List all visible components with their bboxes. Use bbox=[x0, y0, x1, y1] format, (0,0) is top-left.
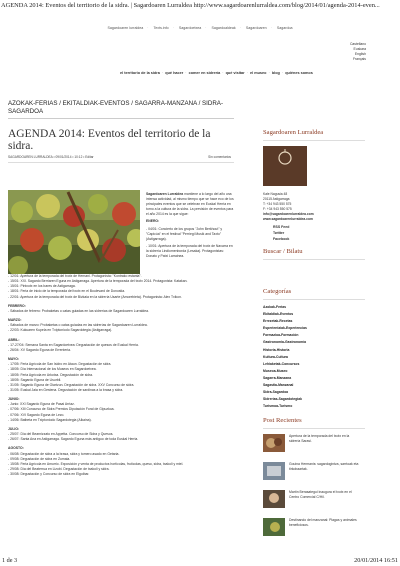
event-item: - 10/01: Apertura de la temporada del txotx de Navarra en la sidrería Lindiomenborda (Lesaka). Protagonistas: Donato y Patxi Larrainea. bbox=[146, 243, 233, 259]
recent-list bbox=[263, 434, 365, 543]
event-item: - 12/01: Apertura de la temporada del txotx de Hernani. Protagonista: "Kontrako estanta". bbox=[8, 274, 142, 278]
lang-euskara[interactable]: Euskara bbox=[353, 47, 366, 51]
twitter-link[interactable]: Twitter bbox=[273, 231, 285, 236]
apples-photo bbox=[8, 190, 140, 274]
page-title: AGENDA 2014: Eventos del territorio de la sidra. bbox=[8, 128, 211, 152]
recent-post-title: Gouina Hermanis: sagardogintza, sarrtoak eta tirkobaartak. bbox=[289, 462, 359, 471]
divider bbox=[263, 428, 365, 429]
category-list bbox=[263, 304, 365, 410]
post-meta bbox=[8, 155, 234, 159]
email-link[interactable]: info@sagardoarenlurraldea.com bbox=[263, 211, 314, 216]
phone: T: +34 943 550 575 bbox=[263, 201, 292, 206]
event-item: - 14/06: Batbeta en Txiptoniodo Sagardotegia (Alkaina). bbox=[8, 417, 92, 422]
month-heading: MAYO: bbox=[8, 357, 19, 362]
topnav-link[interactable]: Sagardoaren lurraldea bbox=[107, 26, 144, 30]
category-link[interactable]: Kultura-Cultura bbox=[263, 354, 288, 359]
event-item: - 18/05: Feria Agrícola en Arkotxa. Degustación de sidra. bbox=[8, 372, 94, 377]
category-link[interactable]: Formazioa-Formación bbox=[263, 333, 299, 338]
event-item: - 17/05: Feria Agrícola de San Isidro en Ataun. Degustación de sidra. bbox=[8, 362, 112, 367]
sidebar-search bbox=[263, 248, 365, 260]
category-link[interactable]: Sidra-Sagardoa bbox=[263, 390, 289, 395]
category-link[interactable]: Turismoa-Turismo bbox=[263, 404, 293, 409]
recent-post-title: Apertura de la temporada del txotx en la sidrería Sarasi. bbox=[289, 434, 350, 443]
nav-visitar[interactable]: qué visitar bbox=[225, 71, 245, 75]
event-item: - 25/07: Día del Bearnizzato en Appetta. Concurso de Sidra y Quesos. bbox=[8, 432, 114, 437]
event-item: - 15/08: Feria Agrícola en Amurrio. Exposición y venta de productos hortícolas, frutícolas, queso, sidra, txakoli y miel. bbox=[8, 461, 184, 466]
sidebar-brand bbox=[263, 129, 365, 242]
category-link[interactable]: Gastronomia-Gastronomía bbox=[263, 340, 306, 345]
recent-post-title: Destinando del manzanal: Plagas y animales beneficiosos. bbox=[289, 518, 357, 527]
print-header: AGENDA 2014: Eventos del territorio de la sidra. | Sagardoaren Lurraldea http://www.sagardoarenlurraldea.com/blog/2014/01/agenda-2014-even... bbox=[1, 2, 380, 9]
post-byline: SAGARDOAREN LURRALDEA • 09/01/2014 • 10:12 • Editar bbox=[8, 155, 94, 160]
divider bbox=[263, 259, 365, 260]
recent-post[interactable] bbox=[263, 490, 365, 515]
nav-que-hacer[interactable]: qué hacer bbox=[165, 71, 184, 75]
event-item: - 18/05: Día Internacional de los Museos en Sagardoetxea. bbox=[8, 367, 97, 372]
event-item: - 26/07: Santa Ana en Astigarraga. Sagardo Eguna más antiguo de toda Euskal Herria. bbox=[8, 437, 139, 442]
month-heading: JUNIO: bbox=[8, 397, 20, 402]
nav-comer[interactable]: comer en sidrería bbox=[188, 71, 221, 75]
language-selector bbox=[350, 42, 366, 62]
nav-territorio[interactable]: el territorio de la sidra bbox=[120, 71, 160, 75]
categories-title: Categorías bbox=[263, 288, 292, 295]
month-heading: ENERO: bbox=[146, 219, 160, 224]
event-item: - 07/06: XIII Concurso de Sidra Premios Diputación Foral de Gipuzkoa. bbox=[8, 407, 115, 412]
month-heading: ABRIL: bbox=[8, 337, 20, 342]
category-link[interactable]: Errezetak-Recetas bbox=[263, 319, 293, 324]
category-link[interactable]: Museoa-Museo bbox=[263, 368, 288, 373]
sidebar-recent-posts bbox=[263, 417, 365, 546]
lang-francais[interactable]: Français bbox=[352, 57, 366, 61]
event-item: - 15/01: XXI. Sagardo Berriaren Eguna en Astigarraga. Apertura de la temporada del txotx 2014. Protagonista: Katakan. bbox=[8, 279, 188, 284]
website-link[interactable]: www.sagardoarenlurraldea.com bbox=[263, 216, 313, 221]
divider bbox=[263, 140, 365, 141]
month-heading: FEBRERO: bbox=[8, 303, 26, 308]
social-links bbox=[263, 225, 365, 242]
category-link[interactable]: Esperientziak-Experiencias bbox=[263, 326, 307, 331]
event-item: - 07/06: XVI Sagardo Eguna de Lezo. bbox=[8, 412, 65, 417]
recent-thumbnail bbox=[263, 434, 285, 452]
topnav-link[interactable]: Sagardoetxea bbox=[178, 26, 202, 30]
recent-post[interactable] bbox=[263, 462, 365, 487]
recent-thumbnail bbox=[263, 518, 285, 536]
print-datetime: 20/01/2014 16:51 bbox=[354, 557, 398, 564]
top-navigation: Sagardoaren lurraldea · Texts.info · Sagardoetxea · Sagardoaldeak · Sagardoaren · Sagardoa bbox=[107, 26, 293, 30]
intro-text: mantiene a lo largo del año una intensa actividad, al mismo tiempo que se hace eco de los principales eventos que se celebran en Euskal Herria en torno a la cultura de la sidra. La previsión de eventos para el año 2014 es la que sigue: bbox=[146, 192, 234, 217]
topnav-link[interactable]: Texts.info bbox=[153, 26, 169, 30]
lang-english[interactable]: English bbox=[354, 52, 366, 56]
topnav-link[interactable]: Sagardoaldeak bbox=[211, 26, 236, 30]
category-link[interactable]: Sagastia-Manzanal bbox=[263, 383, 294, 388]
topnav-link[interactable]: Sagardoa bbox=[276, 26, 293, 30]
event-item: - 17-27/04: Semana Santa en Sagardoetxea: Degustación de quesos de Euskal Herria. bbox=[8, 342, 139, 347]
page-count: 1 de 3 bbox=[2, 557, 18, 564]
rss-link[interactable]: RSS Feed bbox=[273, 225, 290, 230]
contact-info bbox=[263, 192, 365, 221]
address-street: Kale Nagusia 48 bbox=[263, 192, 288, 196]
address-city: 20115 Astigarraga bbox=[263, 196, 290, 201]
event-item: - 09/08: Degustación de sidra en Zumaia. bbox=[8, 456, 71, 461]
breadcrumb[interactable]: AZOKAK-FERIAS / EKITALDIAK-EVENTOS / SAGARRA-MANZANA / SIDRA-SAGARDOA bbox=[8, 100, 223, 115]
event-item: - 18/01: Feria de inicio de la temporada del txotx en el Boulevard de Donostia. bbox=[8, 289, 126, 294]
events-list bbox=[8, 274, 240, 477]
event-item: - 31/05: Euskal Jaia en Gestena. Degustación de sardinas a la brasa y sidra. bbox=[8, 387, 124, 392]
divider bbox=[263, 299, 365, 300]
nav-quienes[interactable]: quiénes somos bbox=[285, 71, 313, 75]
web-page bbox=[0, 12, 400, 556]
intro-brand: Sagardoaren Lurraldea bbox=[146, 192, 184, 196]
recent-thumbnail bbox=[263, 462, 285, 480]
recent-post-title: Martín Berasategui inaugura el txotx en el Centro Comercial C/Hil. bbox=[289, 490, 352, 499]
event-item: - Sábados de febrero: Probaketas o catas guiadas en las sidrerías de Sagardoaren Lurraldea. bbox=[8, 308, 149, 313]
recent-post[interactable] bbox=[263, 518, 365, 543]
event-item: - 26/04: XV Sagardo Eguna de Errenteria. bbox=[8, 347, 71, 352]
comments-link[interactable]: Sin comentarios bbox=[208, 155, 231, 160]
event-item: - 31/05: Sagardo Eguna de Oiartzun. Degustación de sidra. XXV Concurso de sidra. bbox=[8, 382, 135, 387]
event-item: - 15/01: Pintxotx en los bares de Astigarraga. bbox=[8, 284, 76, 289]
recent-title: Post Recientes bbox=[263, 417, 302, 424]
category-link[interactable]: Ekitaldiak-Eventos bbox=[263, 312, 294, 317]
main-navigation: el territorio de la sidra · qué hacer · comer en sidrería · qué visitar · el museo · blog · quiénes somos bbox=[120, 71, 313, 75]
month-heading: MARZO: bbox=[8, 318, 22, 323]
event-item: - 22/03: Kukuaren Kupela en Txiptoniodo Sagardotegia (Astigarraga). bbox=[8, 328, 113, 333]
category-link[interactable]: Sidrerías-Sagardotegiak bbox=[263, 397, 303, 402]
category-link[interactable]: Historia-Historia bbox=[263, 347, 290, 352]
sagardoaren-logo bbox=[263, 146, 307, 186]
fax: F: +34 943 550 575 bbox=[263, 206, 292, 211]
event-item: - 22/01: Apertura de la temporada del txotx de Bizkaia en la sidrería Usarte (Amorebieta). Protagonista: Alex Txikon. bbox=[8, 294, 182, 299]
search-title: Buscar / Bilatu bbox=[263, 248, 303, 255]
event-item: - 04/01: Concierto de los grupos "John Berkhout" y "Capicúa" en el festival "Perriegi Musik and Taxto" (Astigarraga). bbox=[146, 226, 223, 241]
nav-blog[interactable]: blog bbox=[271, 71, 280, 75]
category-link[interactable]: Sagarra-Manzana bbox=[263, 375, 292, 380]
category-link[interactable]: Lehiaketak-Concursos bbox=[263, 361, 300, 366]
month-heading: AGOSTO: bbox=[8, 446, 24, 451]
recent-thumbnail bbox=[263, 490, 285, 508]
sidebar-categories bbox=[263, 288, 365, 410]
event-item: - 06/08: Degustación de sidra a la brasa, sidra y tomero asado en Getaria. bbox=[8, 451, 120, 456]
topnav-link[interactable]: Sagardoaren bbox=[245, 26, 267, 30]
post-header bbox=[8, 100, 234, 163]
print-footer bbox=[0, 556, 400, 566]
sidebar-title: Sagardoaren Lurraldea bbox=[263, 129, 324, 136]
lang-castellano[interactable]: Castellano bbox=[349, 42, 366, 46]
divider bbox=[8, 118, 234, 119]
facebook-link[interactable]: Facebook bbox=[273, 236, 290, 241]
recent-post[interactable] bbox=[263, 434, 365, 459]
nav-museo[interactable]: el museo bbox=[249, 71, 267, 75]
category-link[interactable]: Azokak-Ferias bbox=[263, 305, 286, 309]
event-item: - Junio: XXI Sagardo Eguna de Pasai Arriaz. bbox=[8, 402, 75, 407]
event-item: - 18/05: Sagardo Eguna de Usurbil. bbox=[8, 377, 62, 382]
post-intro bbox=[146, 192, 234, 261]
month-heading: JULIO: bbox=[8, 426, 20, 431]
event-item: - 29/08: Día del Beaterrua en Lizobi. Degustación de txakoli y sidra. bbox=[8, 467, 110, 471]
event-item: - 30/08: Degustación y Concurso de sidra en Elgoibar. bbox=[8, 472, 90, 477]
divider bbox=[8, 162, 234, 163]
event-item: - Sábados de marzo: Probaketas o catas guiadas en las sidrerías de Sagardoaren Lurraldea. bbox=[8, 323, 148, 328]
